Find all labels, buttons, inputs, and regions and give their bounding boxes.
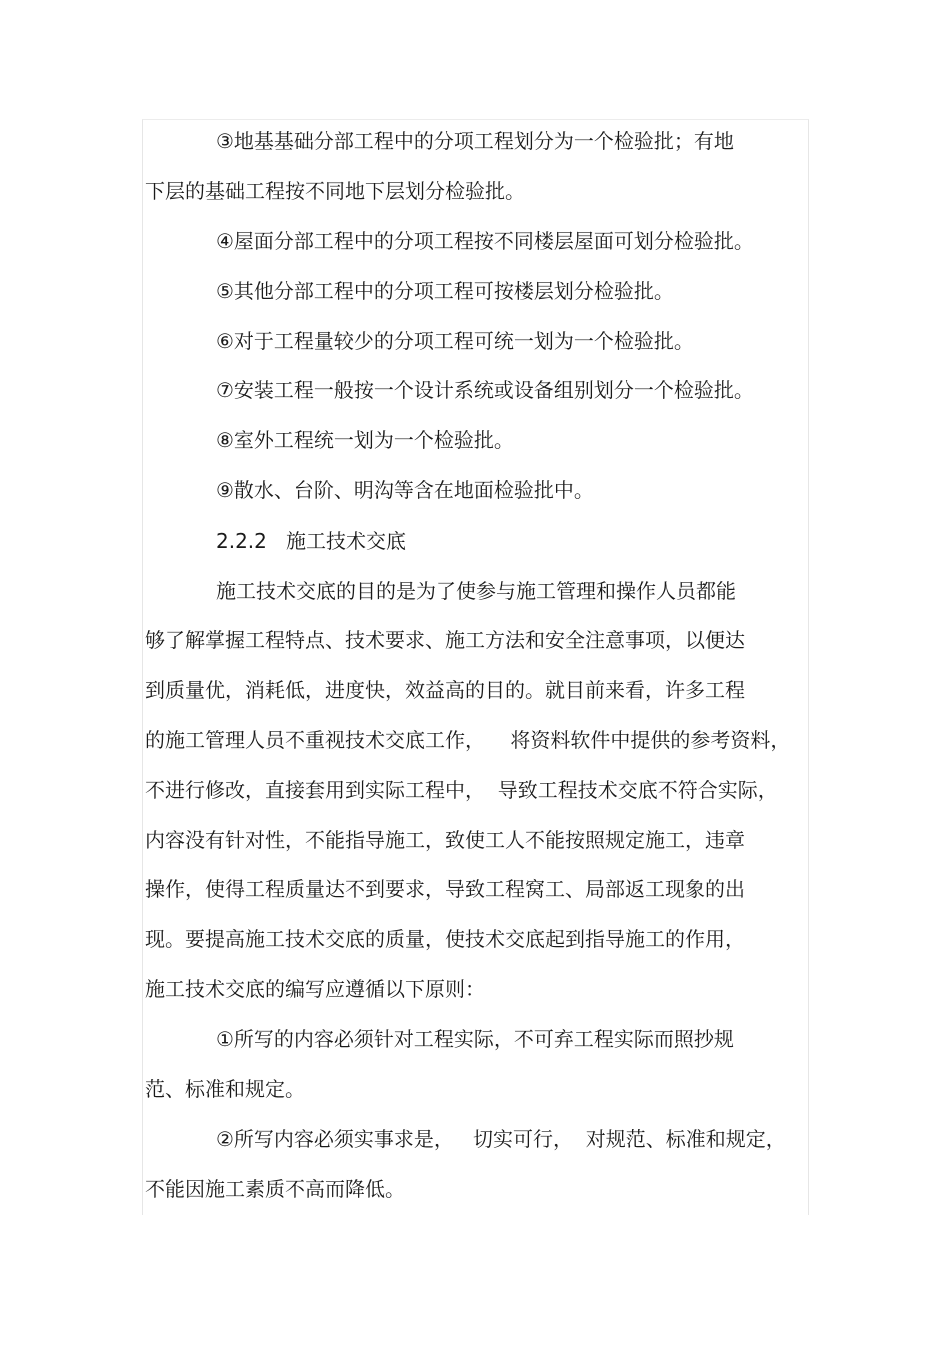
text-line-13: 的施工管理人员不重视技术交底工作， 将资料软件中提供的参考资料，: [145, 728, 791, 752]
text-line-21: ②所写内容必须实事求是， 切实可行， 对规范、标准和规定，: [216, 1127, 786, 1151]
text-line-6: ⑦安装工程一般按一个设计系统或设备组别划分一个检验批。: [216, 378, 754, 402]
text-line-22: 不能因施工素质不高而降低。: [145, 1177, 405, 1201]
text-line-5: ⑥对于工程量较少的分项工程可统一划为一个检验批。: [216, 329, 694, 353]
text-line-4: ⑤其他分部工程中的分项工程可按楼层划分检验批。: [216, 279, 674, 303]
text-line-8: ⑨散水、台阶、明沟等含在地面检验批中。: [216, 478, 594, 502]
text-line-2: 下层的基础工程按不同地下层划分检验批。: [145, 179, 525, 203]
text-line-12: 到质量优，消耗低，进度快，效益高的目的。就目前来看，许多工程: [145, 678, 745, 702]
text-line-17: 现。要提高施工技术交底的质量，使技术交底起到指导施工的作用，: [145, 927, 745, 951]
text-line-16: 操作，使得工程质量达不到要求，导致工程窝工、局部返工现象的出: [145, 877, 745, 901]
text-line-1: ③地基基础分部工程中的分项工程划分为一个检验批；有地: [216, 129, 734, 153]
section-heading: 2.2.2 施工技术交底: [216, 529, 406, 553]
text-line-15: 内容没有针对性，不能指导施工，致使工人不能按照规定施工，违章: [145, 828, 745, 852]
text-line-18: 施工技术交底的编写应遵循以下原则：: [145, 977, 485, 1001]
text-line-14: 不进行修改，直接套用到实际工程中， 导致工程技术交底不符合实际，: [145, 778, 778, 802]
text-line-20: 范、标准和规定。: [145, 1077, 305, 1101]
text-line-10: 施工技术交底的目的是为了使参与施工管理和操作人员都能: [216, 579, 736, 603]
text-line-3: ④屋面分部工程中的分项工程按不同楼层屋面可划分检验批。: [216, 229, 754, 253]
text-line-7: ⑧室外工程统一划为一个检验批。: [216, 428, 514, 452]
text-line-19: ①所写的内容必须针对工程实际，不可弃工程实际而照抄规: [216, 1027, 734, 1051]
text-line-11: 够了解掌握工程特点、技术要求、施工方法和安全注意事项，以便达: [145, 628, 745, 652]
